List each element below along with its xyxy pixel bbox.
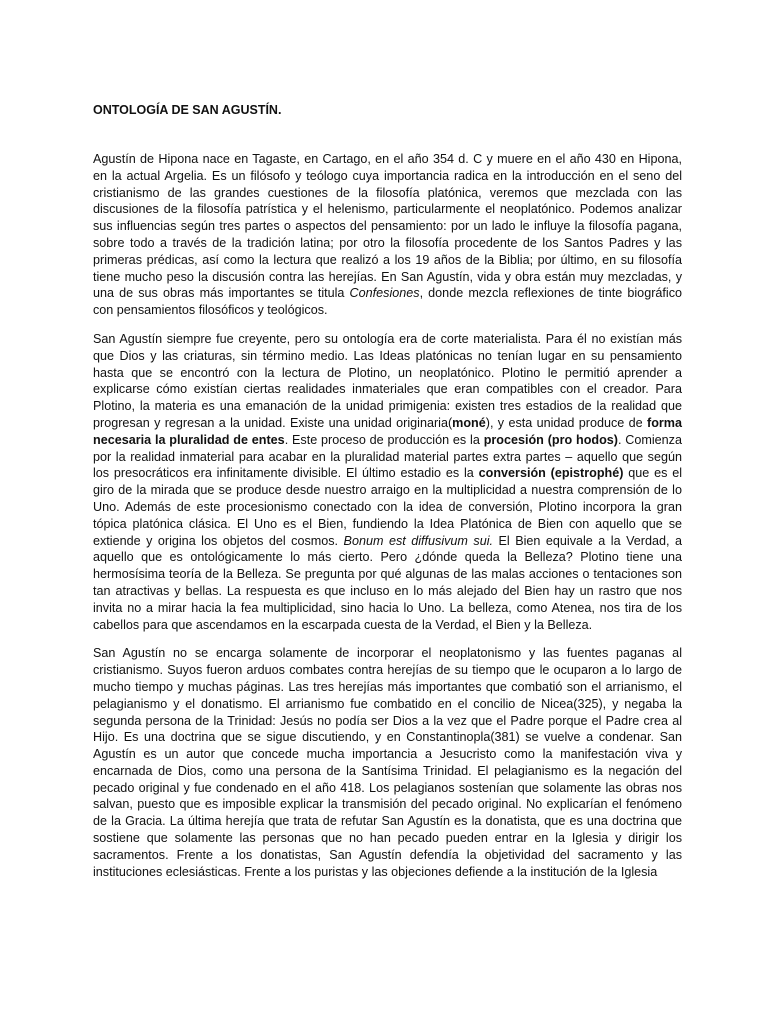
paragraph-3: San Agustín no se encarga solamente de incorporar el neoplatonismo y las fuentes paganas al cristianismo. Suyos fueron arduos combates contra herejías de su tiempo que le ocuparon a lo largo de mucho tiempo y muchas páginas. Las tres herejías más importantes que combatió son el arrianismo, el pelagianismo y el donatismo. El arrianismo fue combatido en el concilio de Nicea(325), y negaba la segunda persona de la Trinidad: Jesús no podía ser Dios a la vez que el Padre porque el Padre crea al Hijo. Es una doctrina que se sigue discutiendo, y en Constantinopla(381) se vuelve a condenar. San Agustín es un autor que concede mucha importancia a Jesucristo como la manifestación viva y encarnada de Dios, como una persona de la Santísima Trinidad. El pelagianismo es la negación del pecado original y fue condenado en el año 418. Los pelagianos sostenían que solamente las obras nos salvan, puesto que es imposible explicar la transmisión del pecado original. No explicarían el fenómeno de la Gracia. La última herejía que trata de refutar San Agustín es la donatista, que es una doctrina que sostiene que solamente las personas que no han pecado pueden entrar en la Iglesia y dirigir los sacramentos. Frente a los donatistas, San Agustín defendía la objetividad del sacramento y las instituciones eclesiásticas. Frente a los puristas y las objeciones defiende a la institución de la Iglesia — [93, 646, 682, 879]
paragraph-2-text-c: . Este proceso de producción es la — [284, 432, 484, 447]
paragraph-2 — [93, 331, 682, 633]
book-title-confesiones: Confesiones — [349, 286, 420, 301]
paragraph-2-text-b: ), y esta unidad produce de — [485, 415, 648, 430]
paragraph-1-text-a: Agustín de Hipona nace en Tagaste, en Cartago, en el año 354 d. C y muere en el año 430 en Hipona, en la actual Argelia. Es un filósofo y teólogo cuya importancia radica en la introducción en el seno del cristianismo de las grandes cuestiones de la filosofía platónica, veremos que mezclada con las discusiones de la filosofía patrística y el helenismo, particularmente el neoplatónico. Podemos analizar sus influencias según tres partes o aspectos del pensamiento: por un lado le influye la filosofía pagana, sobre todo a través de la tradición latina; por otro la filosofía procedente de los Santos Padres y las primeras prédicas, así como la lectura que realizó a los 19 años de la Biblia; por último, en su filosofía tiene mucho peso la discusión contra las herejías. En San Agustín, vida y obra están muy mezcladas, y una de sus obras más importantes se titula — [93, 152, 682, 301]
paragraph-1 — [93, 151, 682, 319]
paragraph-1-text-b: , donde mezcla reflexiones de tinte biográfico con pensamientos filosóficos y teológicos. — [93, 286, 682, 318]
paragraph-2-text-a: San Agustín siempre fue creyente, pero su ontología era de corte materialista. Para él no existían más que Dios y las criaturas, sin término medio. Las Ideas platónicas no tenían lugar en su pensamiento hasta que se encontró con la lectura de Plotino, un neoplatónico. Plotino le permitió aprender a explicarse cómo existían ciertas realidades inmateriales que eran compatibles con el creador. Para Plotino, la materia es una emanación de la unidad primigenia: existen tres estadios de la realidad que progresan y regresan a la unidad. Existe una unidad originaria( — [93, 331, 682, 430]
paragraph-2-text-f: El Bien equivale a la Verdad, a aquello que es ontológicamente lo más cierto. Pero ¿dónde queda la Belleza? Plotino tiene una hermosísima teoría de la Belleza. Se pregunta por qué algunas de las malas acciones o tentaciones son tan atractivas y bellas. La respuesta es que incluso en lo más alejado del Bien hay un rastro que nos invita no a mirar hacia la fea multiplicidad, sino hacia lo Uno. La belleza, como Atenea, nos tira de los cabellos para que ascendamos en la escarpada cuesta de la Verdad, el Bien y la Belleza. — [93, 533, 682, 632]
term-forma-necesaria: forma necesaria la pluralidad de entes — [93, 415, 683, 447]
paragraph-2-text-d: . Comienza por la realidad inmaterial para acabar en la pluralidad material partes extra partes – aquello que según los presocráticos era infinitamente divisible. El último estadio es la — [93, 432, 682, 481]
term-procesion: procesión (pro hodos) — [483, 432, 618, 447]
document-title: ONTOLOGÍA DE SAN AGUSTÍN. — [93, 103, 282, 117]
latin-quote: Bonum est diffusivum sui. — [343, 533, 494, 548]
term-conversion: conversión (epistrophé) — [478, 466, 624, 481]
term-mone: moné — [452, 415, 486, 430]
paragraph-2-text-e: que es el giro de la mirada que se produce desde nuestro arraigo en la multiplicidad a nuestra comprensión de lo Uno. Además de este procesionismo conectado con la idea de conversión, Plotino incorpora la gran tópica platónica clásica. El Uno es el Bien, fundiendo la Idea Platónica de Bien con aquello que se extiende y origina los objetos del cosmos. — [93, 466, 683, 548]
